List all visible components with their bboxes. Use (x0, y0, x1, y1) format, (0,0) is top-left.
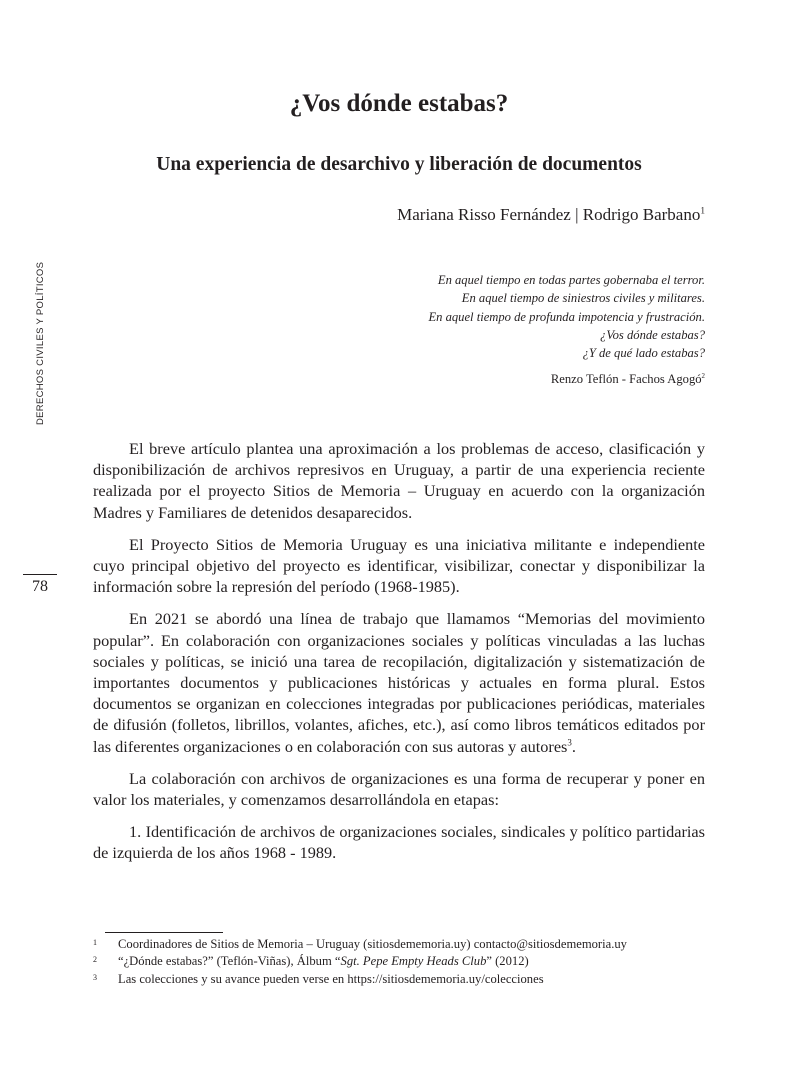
paragraph: El breve artículo plantea una aproximación a los problemas de acceso, clasificación y disponibilización de archivos represivos en Uruguay, a partir de una experiencia reciente realizada por el proyecto Sitios de Memoria – Uruguay en acuerdo con la organización Madres y Familiares de detenidos desaparecidos. (93, 439, 705, 522)
epigraph (428, 271, 705, 362)
epigraph-line: En aquel tiempo en todas partes gobernaba el terror. (437, 273, 705, 287)
footnote-text: Coordinadores de Sitios de Memoria – Uruguay (sitiosdememoria.uy) contacto@sitiosdememoria.uy (118, 937, 627, 951)
article-title: ¿Vos dónde estabas? (289, 90, 509, 117)
epigraph-line: En aquel tiempo de profunda impotencia y frustración. (428, 309, 705, 324)
footnotes (93, 936, 713, 988)
footnote-text (118, 953, 713, 970)
footnote-number: 2 (93, 955, 97, 965)
article-body (93, 438, 705, 875)
footnote (93, 971, 713, 988)
footnote-number: 1 (93, 938, 97, 947)
author-line (397, 205, 705, 225)
paragraph-text: En 2021 se abordó una línea de trabajo que llamamos “Memorias del movimiento popular”. En colaboración con organizaciones sociales y políticas vinculadas a las luchas sociales y políticas, se inició una tarea de recopilación, digitalización y sistematización de importantes documentos y publicaciones históricas y actuales en forma plural. Estos documentos se organizan en colecciones integradas por publicaciones periódicas, materiales de difusión (folletos, librillos, volantes, afiches, etc.), así como libros temáticos editados por las diferentes organizaciones o en colaboración con sus autoras y autores (93, 609, 705, 756)
paragraph: 1. Identificación de archivos de organizaciones sociales, sindicales y político partidarias de izquierda de los años 1968 - 1989. (93, 822, 705, 863)
footnote (93, 936, 713, 953)
paragraph: La colaboración con archivos de organizaciones es una forma de recuperar y poner en valor los materiales, y comenzamos desarrollándola en etapas: (93, 768, 705, 810)
paragraph (93, 608, 705, 756)
album-title: Sgt. Pepe Empty Heads Club (340, 954, 487, 969)
author-names: Mariana Risso Fernández | Rodrigo Barbano (397, 205, 701, 224)
paragraph: El Proyecto Sitios de Memoria Uruguay es una iniciativa militante e independiente cuyo principal objetivo del proyecto es identificar, visibilizar, conectar y disponibilizar la información sobre la represión del período (1968-1985). (93, 534, 705, 597)
page-number: 78 (32, 578, 48, 595)
epigraph-line: ¿Vos dónde estabas? (600, 327, 705, 342)
footnote-text-post: ” (2012) (486, 954, 529, 969)
footnote (93, 953, 713, 970)
footnote-rule (105, 932, 223, 933)
footnote-text-pre: “¿Dónde estabas?” (Teflón-Viñas), Álbum “ (118, 954, 341, 969)
author-footnote-ref: 1 (700, 206, 705, 217)
page-number-rule (23, 574, 57, 575)
paragraph-end: . (571, 736, 576, 756)
footnote-number: 3 (93, 972, 97, 982)
article-subtitle: Una experiencia de desarchivo y liberación de documentos (156, 154, 642, 175)
epigraph-line: En aquel tiempo de siniestros civiles y militares. (461, 291, 705, 306)
section-label: DERECHOS CIVILES Y POLÍTICOS (35, 261, 46, 425)
footnote-text: Las colecciones y su avance pueden verse en https://sitiosdememoria.uy/colecciones (118, 971, 544, 986)
epigraph-footnote-ref: 2 (701, 372, 705, 380)
epigraph-line: ¿Y de qué lado estabas? (582, 346, 705, 361)
epigraph-attribution (551, 372, 705, 387)
footnote-ref: 3 (567, 737, 572, 748)
epigraph-attribution-text: Renzo Teflón - Fachos Agogó (550, 372, 702, 386)
